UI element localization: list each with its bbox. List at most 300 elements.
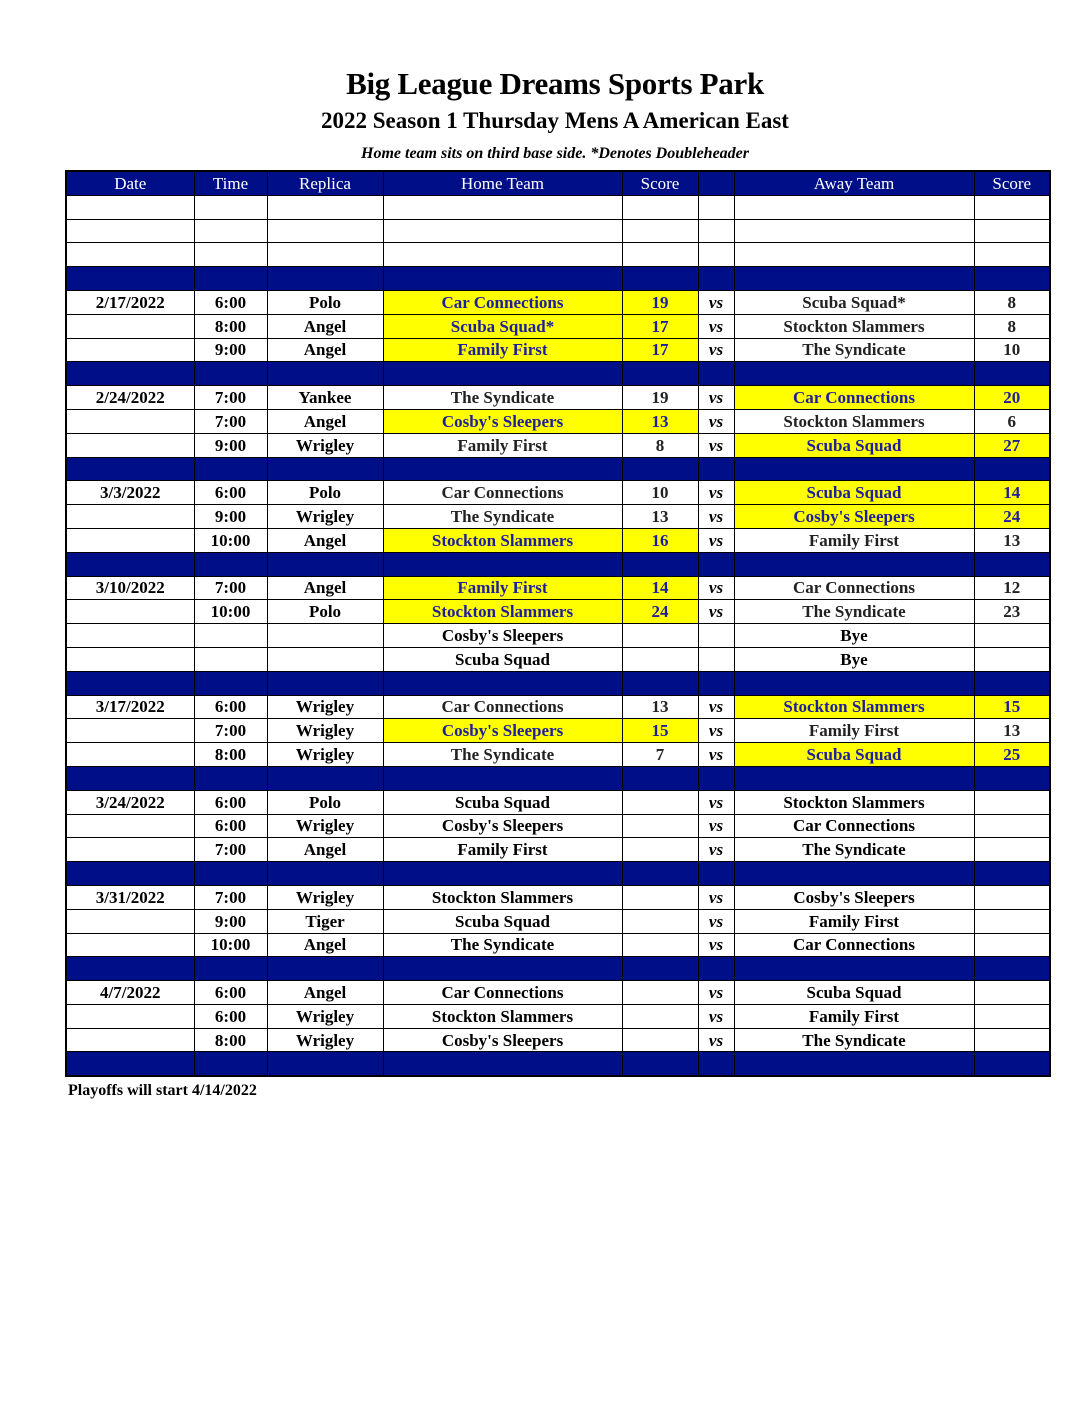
time-cell [194, 647, 267, 671]
home-team-cell: Stockton Slammers [383, 528, 622, 552]
date-cell [66, 957, 194, 981]
vs-cell: vs [698, 290, 734, 314]
away-team-cell: Family First [734, 909, 974, 933]
replica-cell [267, 195, 383, 219]
col-header-vs [698, 171, 734, 195]
away-team-cell: The Syndicate [734, 838, 974, 862]
game-row [66, 600, 1050, 624]
game-row [66, 743, 1050, 767]
date-cell [66, 838, 194, 862]
away-team-cell: Bye [734, 647, 974, 671]
home-score-cell [622, 624, 698, 648]
away-score-cell: 12 [974, 576, 1050, 600]
home-score-cell: 15 [622, 719, 698, 743]
home-team-cell: Cosby's Sleepers [383, 814, 622, 838]
replica-cell [267, 647, 383, 671]
home-score-cell [622, 1052, 698, 1076]
col-header-date: Date [66, 171, 194, 195]
replica-cell: Tiger [267, 909, 383, 933]
schedule-table [65, 170, 1051, 1077]
away-team-cell: Family First [734, 1004, 974, 1028]
schedule-body [66, 195, 1050, 1076]
home-team-cell [383, 457, 622, 481]
time-cell [194, 957, 267, 981]
date-cell [66, 267, 194, 291]
vs-cell: vs [698, 981, 734, 1005]
away-score-cell: 23 [974, 600, 1050, 624]
home-score-cell [622, 362, 698, 386]
away-team-cell: Stockton Slammers [734, 695, 974, 719]
away-score-cell [974, 909, 1050, 933]
home-team-cell [383, 766, 622, 790]
time-cell [194, 766, 267, 790]
time-cell: 7:00 [194, 409, 267, 433]
game-row [66, 290, 1050, 314]
away-score-cell [974, 766, 1050, 790]
home-team-cell [383, 671, 622, 695]
home-score-cell [622, 814, 698, 838]
away-score-cell [974, 790, 1050, 814]
game-row [66, 719, 1050, 743]
vs-cell [698, 957, 734, 981]
replica-cell [267, 1052, 383, 1076]
vs-cell [698, 195, 734, 219]
home-team-cell: Family First [383, 838, 622, 862]
home-score-cell: 13 [622, 409, 698, 433]
date-cell [66, 1052, 194, 1076]
away-score-cell: 8 [974, 290, 1050, 314]
vs-cell: vs [698, 1028, 734, 1052]
week-separator-row [66, 957, 1050, 981]
empty-row [66, 219, 1050, 243]
away-team-cell: Car Connections [734, 814, 974, 838]
date-cell [66, 362, 194, 386]
date-cell [66, 243, 194, 267]
playoffs-note: Playoffs will start 4/14/2022 [68, 1082, 257, 1099]
time-cell: 7:00 [194, 885, 267, 909]
away-team-cell [734, 362, 974, 386]
doubleheader-note: Home team sits on third base side. *Denotes Doubleheader [361, 145, 749, 162]
replica-cell [267, 362, 383, 386]
away-score-cell [974, 1004, 1050, 1028]
away-score-cell: 6 [974, 409, 1050, 433]
schedule-header-row [66, 171, 1050, 195]
away-team-cell: Car Connections [734, 386, 974, 410]
date-cell: 3/17/2022 [66, 695, 194, 719]
away-score-cell [974, 195, 1050, 219]
vs-cell [698, 1052, 734, 1076]
date-cell [66, 933, 194, 957]
game-row [66, 314, 1050, 338]
col-header-away-score: Score [974, 171, 1050, 195]
game-row [66, 409, 1050, 433]
home-team-cell: Car Connections [383, 290, 622, 314]
time-cell: 9:00 [194, 909, 267, 933]
away-score-cell [974, 1052, 1050, 1076]
date-cell [66, 1004, 194, 1028]
time-cell: 9:00 [194, 433, 267, 457]
away-score-cell: 13 [974, 528, 1050, 552]
home-team-cell: Stockton Slammers [383, 1004, 622, 1028]
time-cell [194, 671, 267, 695]
away-score-cell [974, 647, 1050, 671]
replica-cell: Wrigley [267, 433, 383, 457]
home-score-cell [622, 933, 698, 957]
game-row [66, 338, 1050, 362]
home-team-cell: The Syndicate [383, 933, 622, 957]
date-cell [66, 814, 194, 838]
home-score-cell [622, 885, 698, 909]
time-cell [194, 195, 267, 219]
vs-cell: vs [698, 933, 734, 957]
replica-cell: Polo [267, 600, 383, 624]
date-cell: 3/3/2022 [66, 481, 194, 505]
home-score-cell: 19 [622, 386, 698, 410]
replica-cell [267, 243, 383, 267]
replica-cell [267, 957, 383, 981]
time-cell [194, 267, 267, 291]
time-cell: 7:00 [194, 838, 267, 862]
date-cell [66, 909, 194, 933]
home-score-cell [622, 267, 698, 291]
date-cell [66, 862, 194, 886]
home-team-cell [383, 219, 622, 243]
vs-cell: vs [698, 838, 734, 862]
vs-cell [698, 362, 734, 386]
time-cell: 10:00 [194, 600, 267, 624]
home-score-cell: 10 [622, 481, 698, 505]
vs-cell: vs [698, 1004, 734, 1028]
home-team-cell: Family First [383, 338, 622, 362]
away-team-cell: The Syndicate [734, 1028, 974, 1052]
home-team-cell [383, 862, 622, 886]
home-team-cell: Stockton Slammers [383, 600, 622, 624]
replica-cell [267, 862, 383, 886]
col-header-away-team: Away Team [734, 171, 974, 195]
away-team-cell: Car Connections [734, 933, 974, 957]
vs-cell [698, 862, 734, 886]
date-cell [66, 528, 194, 552]
away-team-cell: Bye [734, 624, 974, 648]
home-team-cell: Car Connections [383, 695, 622, 719]
replica-cell [267, 624, 383, 648]
game-row [66, 386, 1050, 410]
away-score-cell [974, 552, 1050, 576]
home-team-cell: Scuba Squad [383, 909, 622, 933]
away-team-cell [734, 267, 974, 291]
replica-cell: Polo [267, 790, 383, 814]
home-team-cell [383, 957, 622, 981]
week-separator-row [66, 671, 1050, 695]
replica-cell [267, 219, 383, 243]
home-score-cell: 19 [622, 290, 698, 314]
vs-cell: vs [698, 528, 734, 552]
away-score-cell [974, 457, 1050, 481]
home-score-cell: 8 [622, 433, 698, 457]
date-cell: 3/31/2022 [66, 885, 194, 909]
time-cell [194, 552, 267, 576]
replica-cell: Angel [267, 314, 383, 338]
away-score-cell [974, 957, 1050, 981]
time-cell: 9:00 [194, 505, 267, 529]
away-score-cell [974, 624, 1050, 648]
home-team-cell: Cosby's Sleepers [383, 1028, 622, 1052]
game-row [66, 981, 1050, 1005]
home-score-cell [622, 862, 698, 886]
home-score-cell [622, 243, 698, 267]
date-cell [66, 600, 194, 624]
date-cell: 2/17/2022 [66, 290, 194, 314]
home-team-cell [383, 267, 622, 291]
vs-cell [698, 671, 734, 695]
away-score-cell [974, 814, 1050, 838]
replica-cell: Angel [267, 409, 383, 433]
away-team-cell: Scuba Squad [734, 433, 974, 457]
home-team-cell: Cosby's Sleepers [383, 719, 622, 743]
home-team-cell: Scuba Squad [383, 647, 622, 671]
home-score-cell [622, 766, 698, 790]
away-team-cell: Family First [734, 528, 974, 552]
home-score-cell [622, 838, 698, 862]
home-team-cell [383, 195, 622, 219]
vs-cell: vs [698, 314, 734, 338]
date-cell [66, 409, 194, 433]
away-score-cell [974, 671, 1050, 695]
away-team-cell [734, 195, 974, 219]
time-cell: 8:00 [194, 314, 267, 338]
vs-cell: vs [698, 409, 734, 433]
vs-cell: vs [698, 814, 734, 838]
vs-cell [698, 647, 734, 671]
game-row [66, 909, 1050, 933]
vs-cell [698, 243, 734, 267]
home-team-cell: Scuba Squad* [383, 314, 622, 338]
home-score-cell: 24 [622, 600, 698, 624]
vs-cell: vs [698, 338, 734, 362]
home-score-cell: 17 [622, 314, 698, 338]
time-cell: 6:00 [194, 790, 267, 814]
date-cell: 3/24/2022 [66, 790, 194, 814]
away-team-cell: Cosby's Sleepers [734, 505, 974, 529]
home-team-cell: The Syndicate [383, 505, 622, 529]
home-score-cell: 16 [622, 528, 698, 552]
week-separator-row [66, 1052, 1050, 1076]
empty-row [66, 195, 1050, 219]
replica-cell: Yankee [267, 386, 383, 410]
replica-cell: Wrigley [267, 885, 383, 909]
time-cell [194, 457, 267, 481]
replica-cell: Wrigley [267, 505, 383, 529]
game-row [66, 624, 1050, 648]
home-score-cell [622, 195, 698, 219]
home-score-cell [622, 1028, 698, 1052]
vs-cell [698, 766, 734, 790]
away-team-cell: Cosby's Sleepers [734, 885, 974, 909]
away-team-cell: Scuba Squad [734, 981, 974, 1005]
empty-row [66, 243, 1050, 267]
home-score-cell [622, 909, 698, 933]
date-cell [66, 719, 194, 743]
away-score-cell: 10 [974, 338, 1050, 362]
home-score-cell [622, 981, 698, 1005]
date-cell [66, 671, 194, 695]
home-team-cell: The Syndicate [383, 743, 622, 767]
replica-cell [267, 671, 383, 695]
time-cell: 10:00 [194, 528, 267, 552]
vs-cell: vs [698, 600, 734, 624]
away-score-cell: 25 [974, 743, 1050, 767]
vs-cell: vs [698, 719, 734, 743]
game-row [66, 576, 1050, 600]
replica-cell: Wrigley [267, 1028, 383, 1052]
vs-cell [698, 267, 734, 291]
game-row [66, 647, 1050, 671]
home-score-cell [622, 552, 698, 576]
home-score-cell [622, 1004, 698, 1028]
time-cell: 10:00 [194, 933, 267, 957]
away-team-cell: The Syndicate [734, 338, 974, 362]
away-score-cell [974, 933, 1050, 957]
home-team-cell: Cosby's Sleepers [383, 409, 622, 433]
game-row [66, 933, 1050, 957]
away-team-cell [734, 219, 974, 243]
replica-cell [267, 552, 383, 576]
date-cell [66, 1028, 194, 1052]
away-team-cell [734, 862, 974, 886]
replica-cell: Angel [267, 576, 383, 600]
game-row [66, 885, 1050, 909]
date-cell [66, 457, 194, 481]
away-score-cell: 14 [974, 481, 1050, 505]
time-cell [194, 243, 267, 267]
time-cell [194, 219, 267, 243]
replica-cell [267, 267, 383, 291]
home-score-cell [622, 671, 698, 695]
home-team-cell: The Syndicate [383, 386, 622, 410]
away-score-cell: 27 [974, 433, 1050, 457]
home-team-cell: Scuba Squad [383, 790, 622, 814]
home-team-cell [383, 362, 622, 386]
home-team-cell: Car Connections [383, 981, 622, 1005]
home-score-cell [622, 219, 698, 243]
time-cell: 6:00 [194, 695, 267, 719]
date-cell [66, 624, 194, 648]
game-row [66, 1028, 1050, 1052]
time-cell [194, 362, 267, 386]
date-cell [66, 433, 194, 457]
away-score-cell [974, 1028, 1050, 1052]
game-row [66, 528, 1050, 552]
game-row [66, 433, 1050, 457]
week-separator-row [66, 267, 1050, 291]
home-team-cell [383, 1052, 622, 1076]
date-cell: 3/10/2022 [66, 576, 194, 600]
game-row [66, 1004, 1050, 1028]
away-team-cell [734, 766, 974, 790]
away-team-cell: Scuba Squad [734, 743, 974, 767]
time-cell [194, 624, 267, 648]
away-score-cell [974, 838, 1050, 862]
replica-cell: Wrigley [267, 814, 383, 838]
time-cell: 6:00 [194, 814, 267, 838]
away-score-cell [974, 981, 1050, 1005]
away-score-cell: 20 [974, 386, 1050, 410]
home-score-cell [622, 957, 698, 981]
time-cell: 7:00 [194, 576, 267, 600]
home-score-cell: 14 [622, 576, 698, 600]
game-row [66, 481, 1050, 505]
home-score-cell: 13 [622, 695, 698, 719]
away-team-cell: Car Connections [734, 576, 974, 600]
away-team-cell [734, 957, 974, 981]
time-cell: 6:00 [194, 981, 267, 1005]
vs-cell [698, 552, 734, 576]
away-score-cell: 24 [974, 505, 1050, 529]
replica-cell: Wrigley [267, 719, 383, 743]
away-team-cell [734, 552, 974, 576]
home-team-cell: Family First [383, 576, 622, 600]
replica-cell: Angel [267, 838, 383, 862]
replica-cell: Angel [267, 933, 383, 957]
time-cell: 7:00 [194, 386, 267, 410]
vs-cell [698, 219, 734, 243]
time-cell: 8:00 [194, 743, 267, 767]
col-header-home-score: Score [622, 171, 698, 195]
time-cell: 9:00 [194, 338, 267, 362]
replica-cell: Polo [267, 481, 383, 505]
away-score-cell: 15 [974, 695, 1050, 719]
game-row [66, 838, 1050, 862]
home-score-cell: 7 [622, 743, 698, 767]
date-cell [66, 743, 194, 767]
time-cell: 6:00 [194, 290, 267, 314]
replica-cell: Wrigley [267, 695, 383, 719]
replica-cell: Polo [267, 290, 383, 314]
home-team-cell: Stockton Slammers [383, 885, 622, 909]
away-score-cell: 8 [974, 314, 1050, 338]
away-team-cell: Stockton Slammers [734, 790, 974, 814]
game-row [66, 505, 1050, 529]
away-team-cell [734, 1052, 974, 1076]
time-cell: 8:00 [194, 1028, 267, 1052]
vs-cell: vs [698, 481, 734, 505]
away-score-cell [974, 267, 1050, 291]
date-cell [66, 552, 194, 576]
away-score-cell [974, 243, 1050, 267]
week-separator-row [66, 552, 1050, 576]
away-team-cell: Scuba Squad* [734, 290, 974, 314]
away-team-cell: Family First [734, 719, 974, 743]
vs-cell: vs [698, 885, 734, 909]
home-score-cell: 13 [622, 505, 698, 529]
replica-cell: Angel [267, 528, 383, 552]
vs-cell: vs [698, 743, 734, 767]
time-cell [194, 862, 267, 886]
game-row [66, 695, 1050, 719]
week-separator-row [66, 457, 1050, 481]
col-header-time: Time [194, 171, 267, 195]
time-cell: 6:00 [194, 1004, 267, 1028]
page-subtitle: 2022 Season 1 Thursday Mens A American East [321, 108, 789, 133]
vs-cell: vs [698, 433, 734, 457]
vs-cell [698, 457, 734, 481]
replica-cell: Angel [267, 981, 383, 1005]
week-separator-row [66, 862, 1050, 886]
away-score-cell [974, 219, 1050, 243]
home-team-cell: Cosby's Sleepers [383, 624, 622, 648]
time-cell: 7:00 [194, 719, 267, 743]
vs-cell: vs [698, 505, 734, 529]
